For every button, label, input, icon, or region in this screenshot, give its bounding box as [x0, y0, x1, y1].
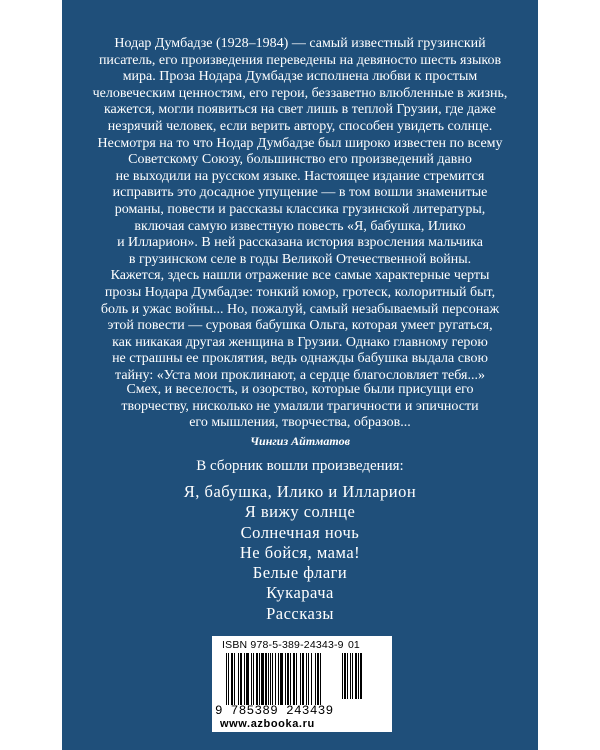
description-line: и Илларион». В ней рассказана история взросления мальчика — [117, 235, 483, 251]
description-line: Кажется, здесь нашли отражение все самые характерные черты — [110, 268, 490, 284]
barcode-addon-bars — [342, 653, 364, 699]
barcode-bar — [265, 653, 267, 705]
barcode-bar — [259, 653, 260, 705]
barcode-bar — [344, 653, 346, 699]
works-list — [62, 482, 538, 624]
description-line: тайну: «Уста мои проклинают, а сердце благословляет тебя...» — [115, 367, 485, 383]
barcode-bar — [355, 653, 357, 699]
barcode-bar — [287, 653, 289, 705]
barcode-bar — [302, 653, 304, 705]
barcode-bar — [234, 653, 235, 705]
barcode-bar — [244, 653, 245, 705]
barcode-bar — [320, 653, 321, 705]
barcode-bar — [231, 653, 233, 705]
barcode-bar — [317, 653, 319, 705]
description-line: писатель, его произведения переведены на девяносто шесть языков — [98, 52, 502, 68]
work-title: Кукарача — [266, 583, 334, 603]
description-line: прозы Нодара Думбадзе: тонкий юмор, гротеск, колоритный быт, — [104, 284, 496, 300]
barcode-bar — [296, 653, 297, 705]
work-title: Я, бабушка, Илико и Илларион — [183, 482, 417, 501]
barcode-bar — [256, 653, 258, 705]
description-line: как никакая другая женщина в Грузии. Однако главному герою — [112, 334, 488, 350]
quote-author: Чингиз Айтматов — [250, 434, 350, 448]
quote-line: творчеству, нисколько не умаляли трагичности и эпичности — [121, 398, 479, 414]
barcode-bar — [278, 653, 279, 705]
description-line: не страшны ее проклятия, ведь однажды бабушка выдала свою — [112, 351, 488, 367]
description-line: кажется, могли появиться на свет лишь в теплой Грузии, где даже — [103, 102, 497, 118]
barcode-bar — [253, 653, 254, 705]
description-line: не выходили на русском языке. Настоящее издание стремится — [115, 168, 485, 184]
description-line: боль и ужас войны... Но, пожалуй, самый незабываемый персонаж — [100, 301, 500, 317]
barcode-bar — [342, 653, 343, 699]
barcode-bar — [240, 653, 242, 705]
work-title: Белые флаги — [252, 563, 348, 583]
barcode-bar — [246, 653, 249, 705]
book-back-cover — [62, 0, 538, 750]
barcode-bar — [352, 653, 353, 699]
description-line: включая самую известную повесть «Я, бабушка, Илико — [134, 218, 466, 234]
barcode-bar — [350, 653, 351, 699]
barcode-bar — [306, 653, 307, 705]
collection-heading: В сборник вошли произведения: — [196, 458, 404, 474]
description-line: исправить это досадное упущение — в том вошли знаменитые — [112, 185, 488, 201]
barcode-bar — [300, 653, 301, 705]
barcode-main-bars — [226, 653, 338, 705]
barcode-bar — [238, 653, 239, 705]
barcode-bar — [290, 653, 291, 705]
publisher-url: www.azbooka.ru — [220, 718, 315, 730]
barcode-bar — [315, 653, 316, 705]
barcode-bar — [285, 653, 286, 705]
quote-line: Смех, и веселость, и озорство, которые были присущи его — [126, 382, 474, 397]
barcode-bar — [268, 653, 269, 705]
book-description — [62, 36, 538, 384]
description-line: Нодар Думбадзе (1928–1984) — самый известный грузинский — [114, 36, 486, 51]
review-quote — [62, 382, 538, 432]
isbn-text: ISBN 978-5-389-24343-9 — [222, 639, 344, 651]
barcode-bar — [272, 653, 273, 705]
description-line: этой повести — суровая бабушка Ольга, которая умеет ругаться, — [107, 318, 493, 334]
barcode-bar — [347, 653, 348, 699]
description-line: Несмотря на то что Нодар Думбадзе был широко известен по всему — [97, 135, 503, 151]
barcode-bar — [251, 653, 252, 705]
barcode-bar — [270, 653, 271, 705]
barcode-bar — [311, 653, 312, 705]
barcode-bar — [293, 653, 295, 705]
barcode-bar — [275, 653, 276, 705]
description-line: незрячий человек, если верить автору, способен увидеть солнце. — [107, 118, 493, 134]
work-title: Я вижу солнце — [244, 502, 356, 522]
barcode-bar — [261, 653, 264, 705]
description-line: в грузинском селе в годы Великой Отечественной войны. — [128, 251, 472, 267]
work-title: Солнечная ночь — [240, 522, 360, 542]
barcode-bar — [360, 653, 362, 699]
barcode-digits: 9 785389 243439 — [215, 704, 334, 718]
barcode-bar — [226, 653, 227, 705]
quote-line: его мышления, творчества, образов... — [189, 415, 411, 431]
description-line: Советскому Союзу, большинство его произведений давно — [128, 152, 472, 168]
work-title: Рассказы — [266, 603, 334, 623]
barcode-bar — [308, 653, 309, 705]
work-title: Не бойся, мама! — [239, 542, 361, 562]
description-line: романы, повести и рассказы классика грузинской литературы, — [114, 201, 486, 217]
barcode-bar — [228, 653, 229, 705]
description-line: мира. Проза Нодара Думбадзе исполнена любви к простым — [122, 69, 478, 85]
barcode-bar — [358, 653, 359, 699]
barcode-panel — [212, 636, 392, 732]
barcode-addon-number: 01 — [348, 639, 360, 651]
description-line: человеческим ценностям, его герои, беззаветно влюбленные в жизнь, — [92, 85, 508, 101]
barcode-bar — [280, 653, 283, 705]
